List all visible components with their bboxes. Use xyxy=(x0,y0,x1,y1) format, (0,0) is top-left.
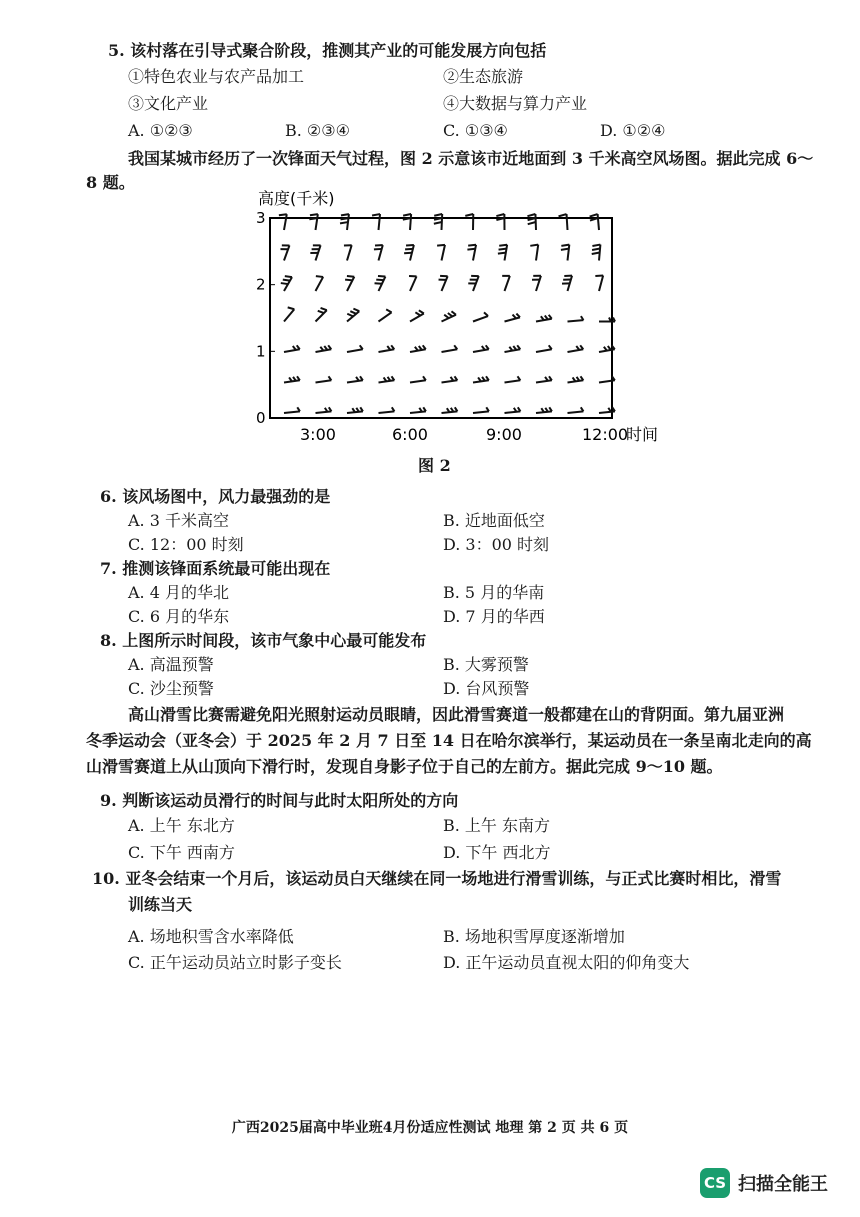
wind-barb xyxy=(505,376,521,382)
chart-ylabel: 高度(千米) xyxy=(258,189,335,208)
q9-stem: 9. 判断该运动员滑行的时间与此时太阳所处的方向 xyxy=(100,791,459,810)
q10-stem-line-1: 10. 亚冬会结束一个月后，该运动员白天继续在同一场地进行滑雪训练，与正式比赛时相比，滑雪 xyxy=(92,869,782,888)
q6-option-d: D. 3：00 时刻 xyxy=(443,535,550,554)
wind-barb xyxy=(468,276,478,291)
wind-barb xyxy=(536,407,552,413)
wind-barb xyxy=(559,214,568,230)
q5-item-2: ②生态旅游 xyxy=(443,67,524,86)
q5-item-3: ③文化产业 xyxy=(128,94,209,113)
wind-barb xyxy=(442,345,458,352)
wind-barb xyxy=(372,214,380,230)
wind-barb xyxy=(568,316,584,321)
wind-barb xyxy=(496,214,504,230)
y-tick-label: 3 xyxy=(256,209,266,227)
wind-barb xyxy=(284,345,300,352)
q7-option-b: B. 5 月的华南 xyxy=(443,583,545,602)
wind-barb xyxy=(410,376,426,382)
q10-stem-line-2: 训练当天 xyxy=(128,895,193,914)
wind-barb xyxy=(345,276,354,291)
q9-option-b: B. 上午 东南方 xyxy=(443,816,551,835)
wind-barb xyxy=(473,312,488,321)
wind-barb xyxy=(536,315,552,322)
intro-paragraph-1-line-1: 我国某城市经历了一次锋面天气过程，图 2 示意该市近地面到 3 千米高空风场图。据此完成 6～ xyxy=(128,149,814,168)
wind-barb xyxy=(284,407,300,413)
wind-barb xyxy=(595,276,603,291)
q10-option-d: D. 正午运动员直视太阳的仰角变大 xyxy=(443,953,690,972)
figure-caption: 图 2 xyxy=(418,456,451,475)
q10-option-a: A. 场地积雪含水率降低 xyxy=(128,927,294,946)
wind-barb xyxy=(309,214,318,230)
wind-barb xyxy=(568,407,584,413)
q9-option-c: C. 下午 西南方 xyxy=(128,843,235,862)
wind-barb xyxy=(347,376,363,382)
wind-barb xyxy=(344,245,352,260)
q8-stem: 8. 上图所示时间段，该市气象中心最可能发布 xyxy=(100,631,427,650)
y-tick-label: 0 xyxy=(256,409,266,427)
wind-barb xyxy=(374,245,383,260)
wind-barb xyxy=(280,245,289,260)
q7-stem: 7. 推测该锋面系统最可能出现在 xyxy=(100,559,331,578)
y-tick-label: 1 xyxy=(256,342,266,361)
q6-option-a: A. 3 千米高空 xyxy=(128,511,229,530)
q6-stem: 6. 该风场图中，风力最强劲的是 xyxy=(100,487,331,506)
intro-paragraph-1-line-2: 8 题。 xyxy=(86,173,135,192)
scanner-app-name: 扫描全能王 xyxy=(738,1174,828,1195)
q5-item-4: ④大数据与算力产业 xyxy=(443,94,588,113)
wind-barb xyxy=(442,311,457,321)
intro-paragraph-2-line-3: 山滑雪赛道上从山顶向下滑行时，发现自身影子位于自己的左前方。据此完成 9～10 题。 xyxy=(86,757,723,776)
wind-barb xyxy=(316,276,324,291)
wind-barb xyxy=(379,407,395,413)
wind-barb xyxy=(410,345,426,352)
wind-barb xyxy=(410,310,424,321)
q5-stem: 5. 该村落在引导式聚合阶段，推测其产业的可能发展方向包括 xyxy=(108,41,547,60)
wind-barb xyxy=(568,345,584,352)
wind-barb xyxy=(409,276,416,291)
q10-option-c: C. 正午运动员站立时影子变长 xyxy=(128,953,342,972)
wind-barb xyxy=(532,276,541,291)
q5-item-1: ①特色农业与农产品加工 xyxy=(128,67,305,86)
wind-barb xyxy=(310,245,320,260)
wind-barb xyxy=(536,345,552,352)
chart-frame xyxy=(270,218,612,418)
wind-barb xyxy=(562,276,572,291)
wind-barb xyxy=(527,214,536,230)
wind-barb xyxy=(536,376,552,382)
q8-option-d: D. 台风预警 xyxy=(443,679,530,698)
wind-barb xyxy=(442,407,458,413)
q5-option-b: B. ②③④ xyxy=(285,121,350,140)
wind-barb xyxy=(505,314,520,322)
q8-option-c: C. 沙尘预警 xyxy=(128,679,214,698)
page-footer: 广西2025届高中毕业班4月份适应性测试 地理 第 2 页 共 6 页 xyxy=(231,1120,629,1136)
wind-barb xyxy=(467,245,476,261)
q7-option-d: D. 7 月的华西 xyxy=(443,607,545,626)
x-tick-label: 12:00 xyxy=(582,425,629,444)
wind-barb xyxy=(590,214,599,230)
x-tick-label: 3:00 xyxy=(300,425,336,444)
wind-barb xyxy=(316,376,332,382)
q5-option-d: D. ①②④ xyxy=(600,121,666,140)
wind-barb xyxy=(316,345,332,352)
intro-paragraph-2-line-2: 冬季运动会（亚冬会）于 2025 年 2 月 7 日至 14 日在哈尔滨举行，某运动员在一条呈南北走向的高 xyxy=(86,731,812,750)
wind-barb xyxy=(505,407,521,413)
q5-option-c: C. ①③④ xyxy=(443,121,508,140)
wind-barb xyxy=(502,276,510,291)
q7-option-a: A. 4 月的华北 xyxy=(128,583,229,602)
wind-barb xyxy=(410,407,426,413)
q5-option-a: A. ①②③ xyxy=(128,121,193,140)
scanner-watermark xyxy=(700,1168,828,1198)
wind-barb xyxy=(403,214,411,230)
q6-option-c: C. 12：00 时刻 xyxy=(128,535,244,554)
q8-option-a: A. 高温预警 xyxy=(128,655,214,674)
wind-barb xyxy=(347,309,359,322)
wind-barb xyxy=(284,307,294,321)
q8-option-b: B. 大雾预警 xyxy=(443,655,529,674)
wind-barb xyxy=(284,376,300,382)
x-tick-label: 6:00 xyxy=(392,425,428,444)
wind-barb xyxy=(379,309,392,321)
wind-barb xyxy=(505,345,521,352)
wind-barb xyxy=(561,245,569,261)
wind-barb xyxy=(281,276,292,291)
wind-barb xyxy=(379,376,395,382)
wind-barb xyxy=(473,376,489,382)
wind-barb xyxy=(316,407,332,413)
wind-barb xyxy=(530,245,538,261)
wind-barb xyxy=(437,245,445,261)
q9-option-d: D. 下午 西北方 xyxy=(443,843,551,862)
q10-option-b: B. 场地积雪厚度逐渐增加 xyxy=(443,927,625,946)
wind-barb xyxy=(279,214,287,230)
wind-barb xyxy=(375,276,386,291)
wind-barb xyxy=(442,376,458,382)
wind-barb xyxy=(347,345,363,352)
q6-option-b: B. 近地面低空 xyxy=(443,511,545,530)
wind-field-chart xyxy=(248,182,668,452)
q7-option-c: C. 6 月的华东 xyxy=(128,607,230,626)
chart-xlabel: 时间 xyxy=(626,425,659,444)
wind-barb xyxy=(379,345,395,352)
wind-barb xyxy=(465,214,473,230)
intro-paragraph-2-line-1: 高山滑雪比赛需避免阳光照射运动员眼睛，因此滑雪赛道一般都建在山的背阴面。第九届亚洲 xyxy=(128,705,785,724)
wind-barb xyxy=(498,245,507,261)
wind-barb xyxy=(316,308,327,322)
wind-barb xyxy=(347,407,363,413)
wind-barb xyxy=(434,214,442,230)
y-tick-label: 2 xyxy=(256,275,266,294)
wind-barb xyxy=(592,245,601,261)
wind-barb xyxy=(439,276,448,291)
wind-barb xyxy=(473,345,489,352)
q9-option-a: A. 上午 东北方 xyxy=(128,816,235,835)
wind-barb xyxy=(473,407,489,413)
camscanner-logo-icon: CS xyxy=(700,1168,730,1198)
x-tick-label: 9:00 xyxy=(486,425,522,444)
wind-barb xyxy=(340,214,349,230)
wind-barb xyxy=(568,376,584,382)
wind-barb xyxy=(404,245,414,261)
